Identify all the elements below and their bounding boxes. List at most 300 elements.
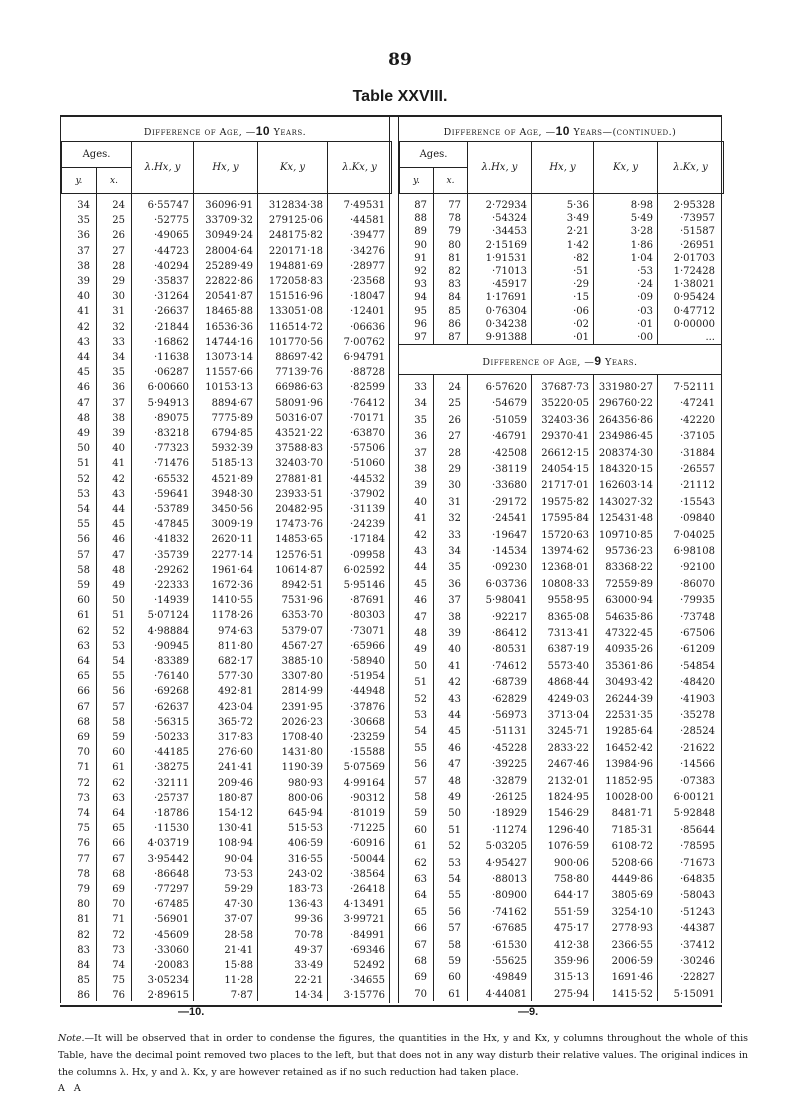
lambda-k-value: ·09958 xyxy=(350,549,385,561)
table-row xyxy=(61,321,389,334)
k-value: 312834·38 xyxy=(268,200,323,211)
table-row xyxy=(399,643,721,656)
age-x: 37 xyxy=(448,595,461,607)
age-y: 52 xyxy=(77,473,90,485)
table-row xyxy=(399,512,721,525)
k-value: 4567·27 xyxy=(281,640,323,652)
age-x: 48 xyxy=(112,564,125,576)
table-row xyxy=(61,229,389,242)
lambda-h-value: ·56315 xyxy=(154,716,189,728)
k-value: 1431·80 xyxy=(281,747,323,759)
k-value: 16452·42 xyxy=(605,742,653,754)
lambda-k-value: ·28524 xyxy=(680,726,715,738)
table-row xyxy=(399,693,721,706)
table-row xyxy=(61,716,389,729)
age-y: 59 xyxy=(414,808,427,820)
h-value: 7775·89 xyxy=(211,412,253,424)
age-x: 64 xyxy=(112,808,125,819)
lambda-k-value: ·84991 xyxy=(350,929,385,941)
table-row xyxy=(61,609,389,622)
age-y: 64 xyxy=(414,890,427,902)
h-value: 130·41 xyxy=(218,823,253,835)
age-x: 47 xyxy=(448,759,461,771)
h-value: 25289·49 xyxy=(205,260,253,272)
lambda-k-value: ·86070 xyxy=(680,578,715,590)
k-value: 10614·87 xyxy=(275,564,323,576)
table-row xyxy=(399,291,721,304)
table-row xyxy=(399,791,721,804)
lambda-k-value: ·80303 xyxy=(350,610,385,622)
lambda-k-value: 0·00000 xyxy=(673,318,715,330)
age-y: 81 xyxy=(77,914,90,926)
age-x: 26 xyxy=(448,414,461,426)
table-row xyxy=(61,974,389,987)
lambda-h-value: ·09230 xyxy=(492,562,527,574)
k-value: ·53 xyxy=(637,266,653,277)
k-value: 109710·85 xyxy=(598,529,653,541)
right-footer-label: —9. xyxy=(518,1006,539,1018)
lambda-h-value: ·52775 xyxy=(154,215,189,227)
k-header: Kx, y xyxy=(258,142,328,194)
lambda-h-value: 4·03719 xyxy=(147,838,189,850)
lambda-h-value: 5·03205 xyxy=(485,841,527,853)
k-value: 20482·95 xyxy=(275,504,323,515)
table-row xyxy=(61,944,389,957)
table-row xyxy=(399,824,721,837)
age-y: 46 xyxy=(77,382,90,394)
lambda-k-value: ·41903 xyxy=(680,693,715,705)
left-section-title: Difference of Age, —10 Years. xyxy=(143,124,307,138)
right-section-title-9: Difference of Age, —9 Years. xyxy=(482,354,638,368)
lambda-k-value: 5·92848 xyxy=(673,808,715,820)
lambda-k-value: ·85644 xyxy=(680,824,715,836)
k-value: 248175·82 xyxy=(268,230,323,242)
age-x: 58 xyxy=(112,716,125,728)
h-header: Hx, y xyxy=(532,142,594,194)
age-y: 48 xyxy=(77,412,90,424)
table-row xyxy=(61,822,389,835)
age-x: 41 xyxy=(448,660,461,672)
age-x: 34 xyxy=(448,546,461,557)
h-value: 180·87 xyxy=(218,792,253,804)
h-value: 359·96 xyxy=(554,956,589,967)
k-value: 3·28 xyxy=(630,226,653,238)
table-row xyxy=(61,701,389,714)
age-y: 79 xyxy=(77,884,90,895)
lambda-k-value: ·79935 xyxy=(680,595,715,607)
table-row xyxy=(399,939,721,952)
h-value: 15·88 xyxy=(224,960,253,971)
table-row xyxy=(61,579,389,592)
lambda-k-value: ·31884 xyxy=(680,447,715,459)
lambda-k-value: 0·95424 xyxy=(673,292,715,304)
lambda-h-value: ·18929 xyxy=(492,808,527,820)
h-value: 21717·01 xyxy=(541,480,589,492)
lambda-k-value: 7·04025 xyxy=(673,529,715,541)
lambda-k-value: ·54854 xyxy=(680,660,715,672)
lambda-k-value: 6·98108 xyxy=(673,546,715,557)
k-value: 800·06 xyxy=(288,792,323,804)
k-value: 264356·86 xyxy=(598,414,653,426)
age-y: 58 xyxy=(414,792,427,803)
lambda-h-value: ·47845 xyxy=(154,519,189,531)
h-value: 33709·32 xyxy=(205,215,253,227)
lambda-k-value: ·47241 xyxy=(680,398,715,410)
lambda-k-value: ... xyxy=(705,332,715,343)
age-y: 94 xyxy=(414,292,427,304)
age-x: 46 xyxy=(112,534,125,546)
table-row xyxy=(399,529,721,542)
h-value: 275·94 xyxy=(554,988,589,1000)
k-value: 1190·39 xyxy=(281,762,323,774)
lambda-k-value: ·58940 xyxy=(350,656,385,667)
h-value: ·82 xyxy=(573,252,589,264)
lambda-h-value: 2·89615 xyxy=(147,990,189,1002)
age-x: 36 xyxy=(448,578,461,590)
age-x: 60 xyxy=(448,972,461,984)
h-value: 577·30 xyxy=(218,671,253,683)
table-row xyxy=(399,922,721,935)
table-row xyxy=(61,777,389,790)
age-y: 49 xyxy=(77,428,90,439)
h-value: ·29 xyxy=(573,279,589,291)
h-value: 47·30 xyxy=(224,899,253,911)
table-row xyxy=(61,655,389,668)
age-y: 65 xyxy=(414,906,427,918)
k-value: 22531·35 xyxy=(605,710,653,721)
lambda-h-value: ·83218 xyxy=(154,428,189,439)
lambda-k-value: ·37412 xyxy=(680,939,715,951)
lambda-h-value: ·44723 xyxy=(154,245,189,257)
lambda-h-value: ·26637 xyxy=(154,306,189,318)
k-value: 3254·10 xyxy=(611,906,653,918)
lambda-h-value: ·18786 xyxy=(154,808,189,819)
lambda-h-value: ·55625 xyxy=(492,956,527,967)
lambda-h-value: ·44185 xyxy=(154,747,189,759)
table-row xyxy=(61,685,389,698)
table-frame xyxy=(60,115,722,1007)
table-row xyxy=(61,518,389,531)
table-row xyxy=(399,660,721,673)
table-row xyxy=(61,594,389,607)
signature-mark: A A xyxy=(58,1083,84,1094)
age-x: 31 xyxy=(112,306,125,318)
table-row xyxy=(399,496,721,509)
k-value: 162603·14 xyxy=(598,480,653,492)
lambda-k-value: ·51587 xyxy=(680,226,715,238)
age-y: 76 xyxy=(77,838,90,850)
lambda-h-value: ·71476 xyxy=(154,458,189,470)
table-row xyxy=(61,457,389,470)
h-value: 758·80 xyxy=(554,874,589,885)
table-row xyxy=(399,265,721,278)
lambda-h-value: ·76140 xyxy=(154,671,189,683)
lambda-k-value: ·65966 xyxy=(350,640,385,652)
h-value: 276·60 xyxy=(218,747,253,759)
age-y: 62 xyxy=(414,857,427,869)
age-x: 59 xyxy=(448,956,461,967)
age-y: 66 xyxy=(77,686,90,698)
age-x: 46 xyxy=(448,742,461,754)
lambda-k-value: ·37876 xyxy=(350,701,385,713)
k-value: 7185·31 xyxy=(611,824,653,836)
lambda-h-value: ·32879 xyxy=(492,775,527,787)
lambda-h-value: 6·55747 xyxy=(147,200,189,211)
age-x: 35 xyxy=(448,562,461,574)
lambda-k-value: 6·00121 xyxy=(673,792,715,803)
age-y: 38 xyxy=(414,464,427,475)
k-value: 8481·71 xyxy=(611,808,653,820)
h-value: 21·41 xyxy=(224,944,253,956)
k-value: 101770·56 xyxy=(268,336,323,348)
table-row xyxy=(61,381,389,394)
k-value: 6353·70 xyxy=(281,610,323,622)
h-value: 315·13 xyxy=(554,972,589,984)
lambda-k-value: ·73957 xyxy=(680,213,715,225)
age-x: 53 xyxy=(112,640,125,652)
lambda-h-value: ·19647 xyxy=(492,529,527,541)
lambda-h-value: ·14939 xyxy=(154,595,189,607)
lambda-k-value: ·39477 xyxy=(350,230,385,242)
age-y: 68 xyxy=(77,716,90,728)
lambda-h-value: ·49849 xyxy=(492,972,527,984)
age-y: 85 xyxy=(77,975,90,987)
table-row xyxy=(399,578,721,591)
h-value: 4521·89 xyxy=(211,473,253,485)
lambda-k-value: 4·99164 xyxy=(343,777,385,789)
k-value: 6108·72 xyxy=(611,841,653,853)
lambda-k-value: 52492 xyxy=(353,960,385,971)
table-row xyxy=(399,212,721,225)
lambda-k-value: ·73071 xyxy=(350,625,385,637)
k-value: 26244·39 xyxy=(605,693,653,705)
age-x: 51 xyxy=(112,610,125,622)
lambda-k-value: ·71673 xyxy=(680,857,715,869)
age-y: 34 xyxy=(414,398,427,410)
lambda-h-value: ·11274 xyxy=(492,824,527,836)
h-value: 5185·13 xyxy=(211,458,253,470)
lambda-k-value: ·76412 xyxy=(350,397,385,409)
lambda-k-value: ·51243 xyxy=(680,906,715,918)
k-value: 184320·15 xyxy=(598,464,653,475)
age-x: 40 xyxy=(112,443,125,455)
age-x: 72 xyxy=(112,929,125,941)
k-value: 116514·72 xyxy=(268,321,323,333)
table-row xyxy=(61,807,389,820)
age-y: 70 xyxy=(77,747,90,759)
age-y: 44 xyxy=(414,562,427,574)
age-x: 38 xyxy=(112,412,125,424)
table-row xyxy=(399,225,721,238)
age-x: 49 xyxy=(448,792,461,803)
lambda-k-value: ·22827 xyxy=(680,972,715,984)
h-value: 423·04 xyxy=(218,701,253,713)
k-value: 279125·06 xyxy=(268,215,323,227)
age-y: 72 xyxy=(77,777,90,789)
lambda-h-value: ·80900 xyxy=(492,890,527,902)
table-row xyxy=(61,427,389,440)
age-y: 43 xyxy=(414,546,427,557)
age-y: 69 xyxy=(77,732,90,743)
k-value: 136·43 xyxy=(288,899,323,911)
age-x: 78 xyxy=(448,213,461,225)
table-row xyxy=(61,366,389,379)
lambda-k-value: 1·38021 xyxy=(673,279,715,291)
lambda-h-value: 2·15169 xyxy=(485,239,527,251)
lambda-h-header: λ.Hx, y xyxy=(468,142,532,194)
age-y: 57 xyxy=(77,549,90,561)
lambda-h-value: ·83389 xyxy=(154,656,189,667)
age-x: 27 xyxy=(448,431,461,443)
age-y: 50 xyxy=(77,443,90,455)
lambda-k-value: 5·95146 xyxy=(343,580,385,591)
age-y: 96 xyxy=(414,318,427,330)
k-value: 2026·23 xyxy=(281,716,323,728)
table-row xyxy=(61,868,389,881)
k-value: 2006·59 xyxy=(611,956,653,967)
k-value: 2391·95 xyxy=(281,701,323,713)
age-x: 50 xyxy=(112,595,125,607)
age-x: 52 xyxy=(448,841,461,853)
age-x: 24 xyxy=(448,382,461,393)
lambda-k-value: 2·01703 xyxy=(673,252,715,264)
k-value: 14·34 xyxy=(294,990,323,1002)
age-y: 45 xyxy=(414,578,427,590)
age-x: 73 xyxy=(112,944,125,956)
table-row xyxy=(399,561,721,574)
age-x: 67 xyxy=(112,853,125,865)
h-value: 6387·19 xyxy=(547,644,589,656)
lambda-h-value: ·29262 xyxy=(154,564,189,576)
k-value: 13984·96 xyxy=(605,759,653,771)
age-x: 61 xyxy=(448,988,461,1000)
h-value: 1076·59 xyxy=(547,841,589,853)
h-value: 32403·36 xyxy=(541,414,589,426)
k-value: 4449·86 xyxy=(611,874,653,885)
h-value: 30949·24 xyxy=(205,230,253,242)
lambda-k-value: ·51060 xyxy=(350,458,385,470)
age-x: 31 xyxy=(448,496,461,508)
table-row xyxy=(61,412,389,425)
age-x: 62 xyxy=(112,777,125,789)
age-y: 34 xyxy=(77,200,90,211)
lambda-k-value: ·48420 xyxy=(680,677,715,689)
lambda-k-value: ·15588 xyxy=(350,747,385,759)
lambda-h-value: ·65532 xyxy=(154,473,189,485)
lambda-h-value: 2·72934 xyxy=(485,200,527,211)
age-x: 40 xyxy=(448,644,461,656)
age-x: 81 xyxy=(448,252,461,264)
k-value: 2814·99 xyxy=(281,686,323,698)
age-y: 88 xyxy=(414,213,427,225)
table-row xyxy=(399,199,721,212)
age-x: 63 xyxy=(112,792,125,804)
age-x: 32 xyxy=(448,513,461,525)
age-x: 54 xyxy=(448,874,461,885)
age-x: 60 xyxy=(112,747,125,759)
h-value: 3450·56 xyxy=(211,504,253,515)
age-y: 78 xyxy=(77,868,90,880)
age-y: 95 xyxy=(414,305,427,317)
h-value: 8894·67 xyxy=(211,397,253,409)
age-x: 55 xyxy=(112,671,125,683)
age-y: 80 xyxy=(77,899,90,911)
k-value: 88697·42 xyxy=(275,352,323,363)
lambda-k-value: ·61209 xyxy=(680,644,715,656)
lambda-h-value: ·67485 xyxy=(154,899,189,911)
lambda-k-value: ·09840 xyxy=(680,513,715,525)
age-y: 84 xyxy=(77,960,90,971)
lambda-k-value: ·21112 xyxy=(680,480,715,492)
lambda-k-value: ·73748 xyxy=(680,611,715,623)
h-value: 209·46 xyxy=(218,777,253,789)
k-value: 35361·86 xyxy=(605,660,653,672)
age-x: 42 xyxy=(112,473,125,485)
lambda-h-value: ·45609 xyxy=(154,929,189,941)
table-row xyxy=(399,676,721,689)
h-value: 9558·95 xyxy=(547,595,589,607)
age-y: 41 xyxy=(77,306,90,318)
table-row xyxy=(61,989,389,1002)
age-x: 74 xyxy=(112,960,125,971)
k-value: 95736·23 xyxy=(605,546,653,557)
table-row xyxy=(399,447,721,460)
h-value: 1961·64 xyxy=(211,564,253,576)
h-value: 3713·04 xyxy=(547,710,589,721)
h-value: 682·17 xyxy=(218,656,253,667)
lambda-k-value: 3·99721 xyxy=(343,914,385,926)
h-value: 15720·63 xyxy=(541,529,589,541)
k-value: 125431·48 xyxy=(598,513,653,525)
k-value: 33·49 xyxy=(294,960,323,971)
table-row xyxy=(61,488,389,501)
k-value: ·24 xyxy=(637,279,653,291)
lambda-h-value: ·21844 xyxy=(154,321,189,333)
lambda-k-value: ·92100 xyxy=(680,562,715,574)
lambda-h-value: ·38275 xyxy=(154,762,189,774)
age-x: 76 xyxy=(112,990,125,1002)
table-row xyxy=(61,290,389,303)
lambda-k-value: ·87691 xyxy=(350,595,385,607)
k-value: 11852·95 xyxy=(605,775,653,787)
table-row xyxy=(399,594,721,607)
k-value: 83368·22 xyxy=(605,562,653,574)
age-y: 53 xyxy=(414,710,427,721)
k-value: 77139·76 xyxy=(275,367,323,379)
lambda-k-value: 0·47712 xyxy=(673,305,715,317)
age-y: 57 xyxy=(414,775,427,787)
lambda-h-value: ·68739 xyxy=(492,677,527,689)
lambda-k-value: ·31139 xyxy=(350,504,385,515)
lambda-k-value: ·70171 xyxy=(350,412,385,424)
lambda-h-value: ·53789 xyxy=(154,504,189,515)
lambda-k-value: ·24239 xyxy=(350,519,385,531)
age-y: 40 xyxy=(77,291,90,303)
lambda-k-value: ·26557 xyxy=(680,464,715,475)
lambda-h-value: ·46791 xyxy=(492,431,527,443)
lambda-h-value: 5·07124 xyxy=(147,610,189,622)
age-x: 65 xyxy=(112,823,125,835)
lambda-k-value: ·64835 xyxy=(680,874,715,885)
lambda-h-value: ·33680 xyxy=(492,480,527,492)
table-row xyxy=(399,906,721,919)
lambda-h-value: ·35739 xyxy=(154,549,189,561)
table-row xyxy=(399,305,721,318)
age-x: 68 xyxy=(112,868,125,880)
table-row xyxy=(399,479,721,492)
age-x: 44 xyxy=(448,710,461,721)
lambda-k-value: ·34655 xyxy=(350,975,385,987)
